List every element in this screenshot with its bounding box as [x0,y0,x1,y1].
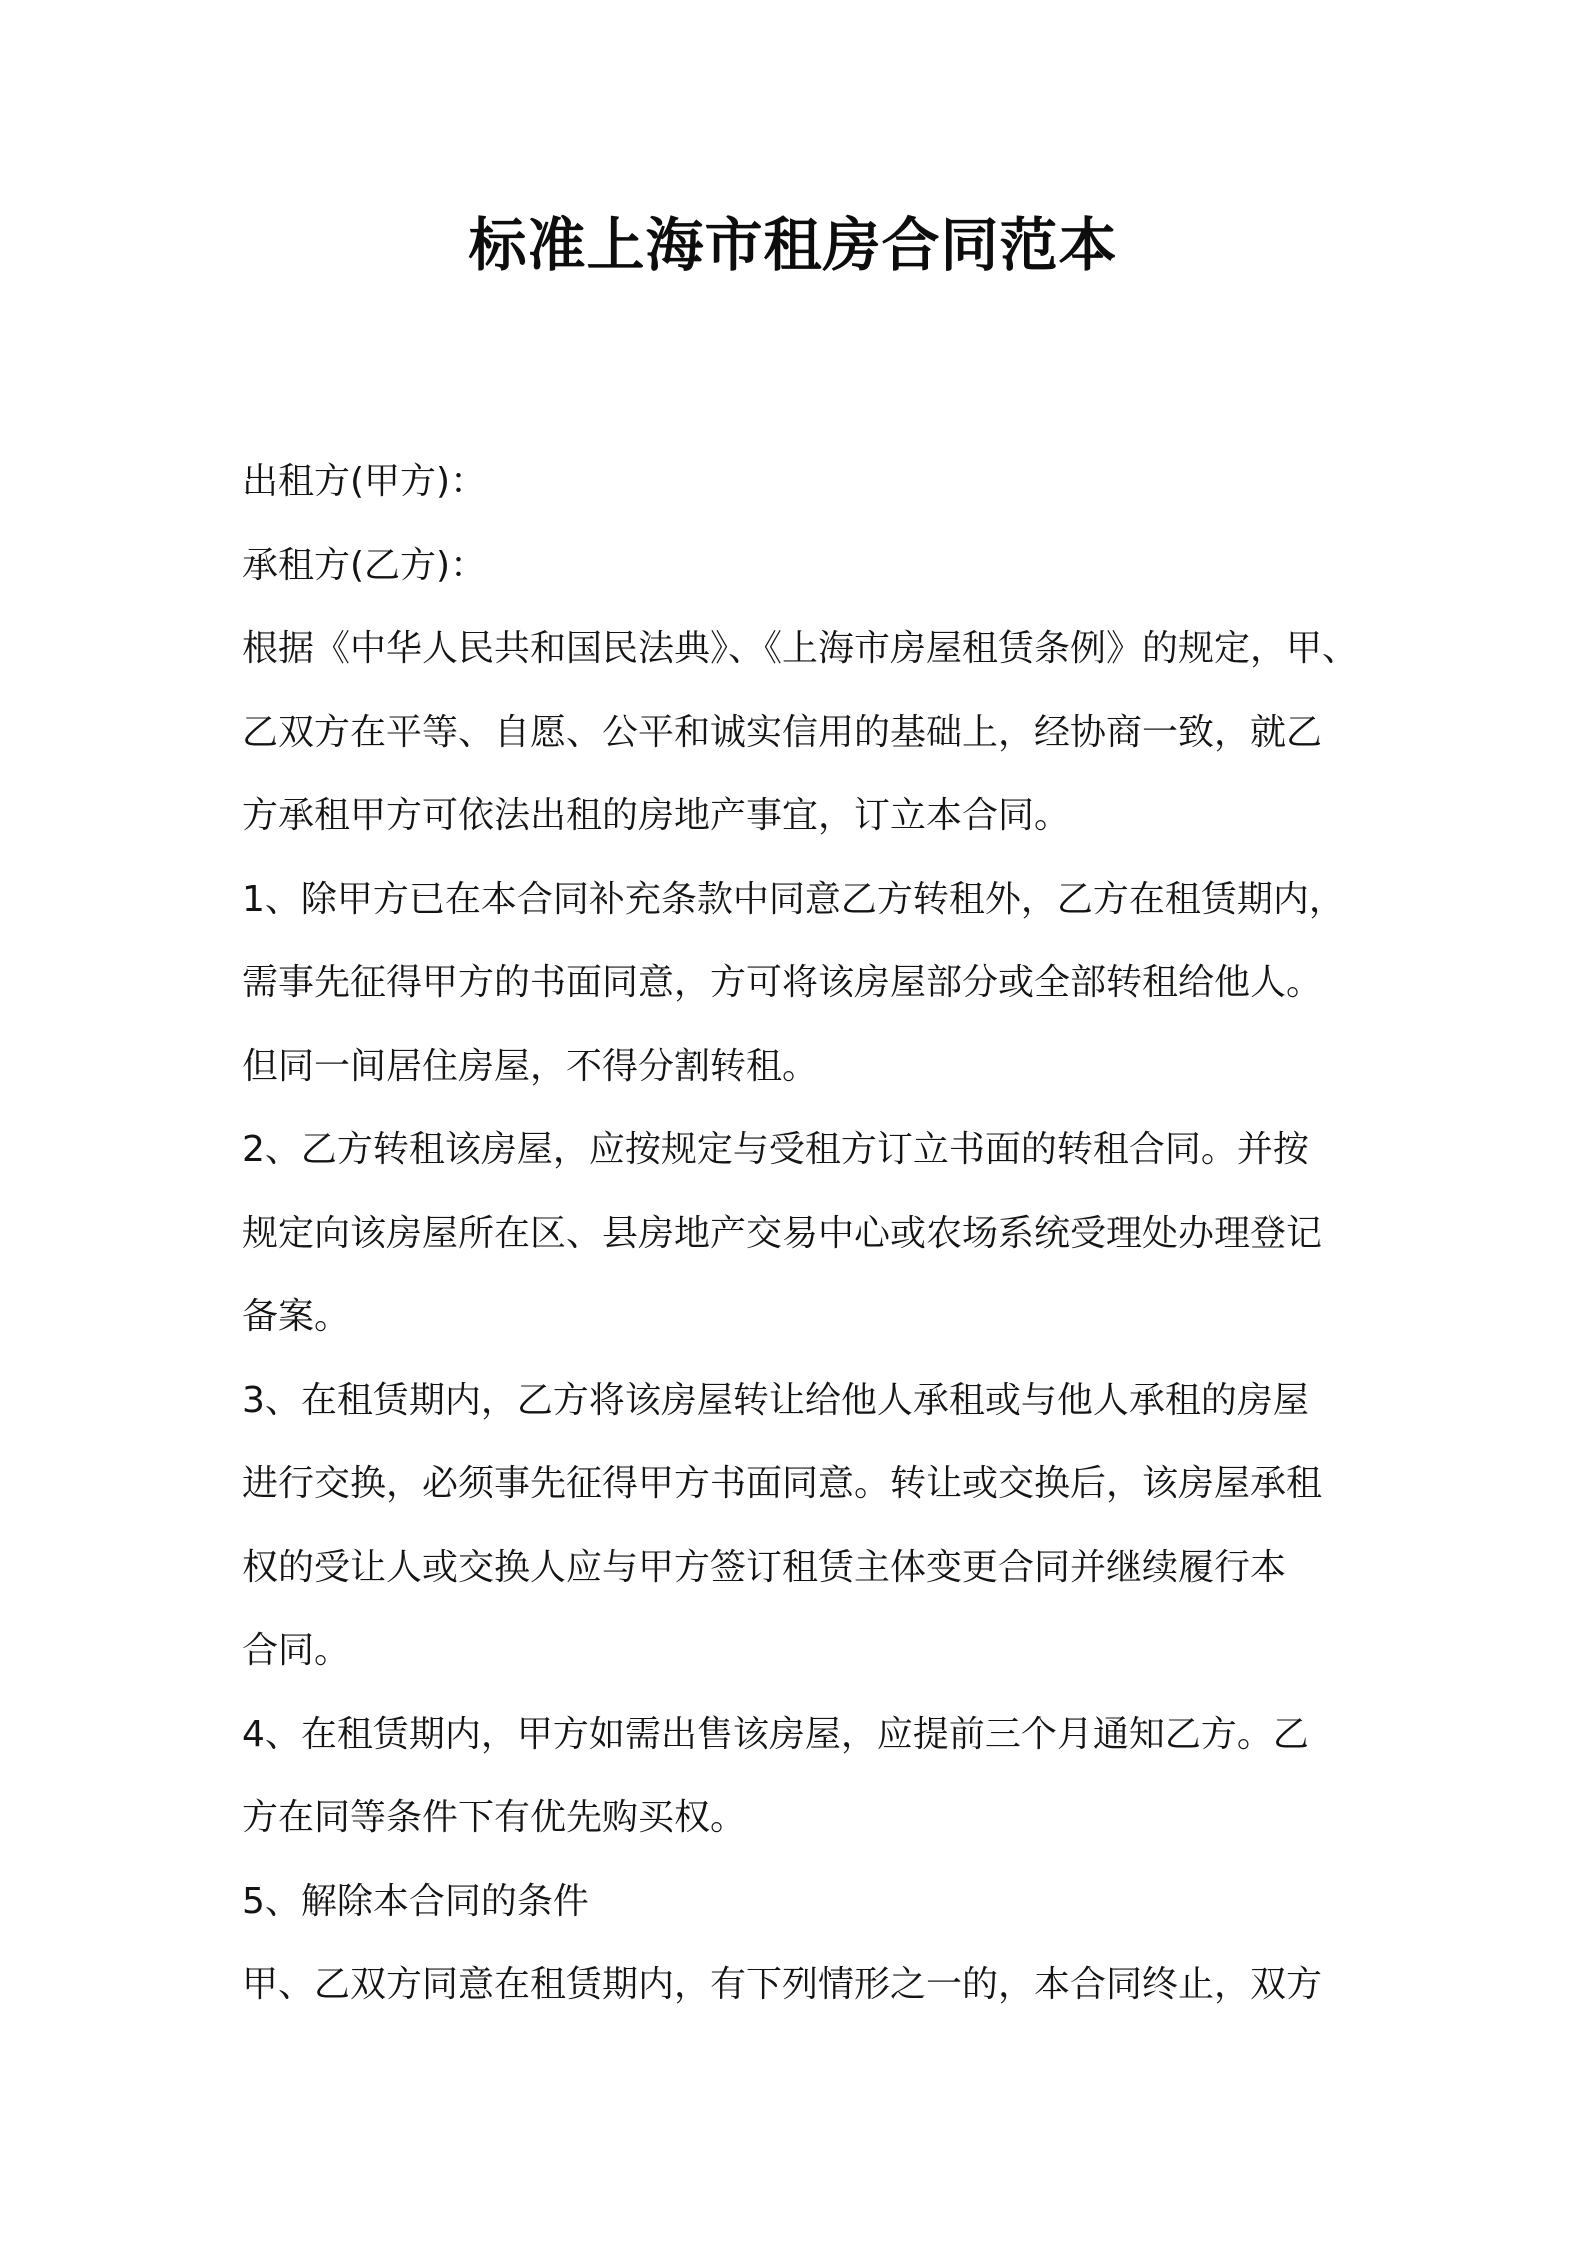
document-title: 标准上海市租房合同范本 [468,211,1118,279]
clause-2-line: 规定向该房屋所在区、县房地产交易中心或农场系统受理处办理登记 [242,1212,1323,1254]
clause-1-line: 1、除甲方已在本合同补充条款中同意乙方转租外，乙方在租赁期内， [242,878,1345,920]
text-line: 方承租甲方可依法出租的房地产事宜，订立本合同。 [242,795,1071,836]
text-line-lessor: 出租方(甲方)： [242,461,487,502]
clause-2-line: 备案。 [242,1296,351,1337]
clause-5-line: 甲、乙双方同意在租赁期内，有下列情形之一的，本合同终止，双方 [242,1964,1323,2005]
text-line-lessee: 承租方(乙方)： [242,544,487,586]
clause-3-line: 合同。 [242,1630,351,1671]
clause-1-line: 但同一间居住房屋，不得分割转租。 [242,1045,819,1087]
clause-2-line: 2、乙方转租该房屋，应按规定与受租方订立书面的转租合同。并按 [242,1129,1309,1170]
clause-1-line: 需事先征得甲方的书面同意，方可将该房屋部分或全部转租给他人。 [242,962,1323,1003]
clause-4-line: 方在同等条件下有优先购买权。 [242,1797,747,1838]
text-line: 乙双方在平等、自愿、公平和诚实信用的基础上，经协商一致，就乙 [242,711,1323,753]
clause-3-line: 权的受让人或交换人应与甲方签订租赁主体变更合同并继续履行本 [242,1546,1287,1588]
text-line: 根据《中华人民共和国民法典》、《上海市房屋租赁条例》的规定，甲、 [242,628,1359,669]
clause-3-line: 进行交换，必须事先征得甲方书面同意。转让或交换后，该房屋承租 [242,1463,1323,1504]
clause-3-line: 3、在租赁期内，乙方将该房屋转让给他人承租或与他人承租的房屋 [242,1379,1309,1421]
document-body [242,440,1362,2027]
clause-4-line: 4、在租赁期内，甲方如需出售该房屋，应提前三个月通知乙方。乙 [242,1713,1309,1755]
clause-5-heading: 5、解除本合同的条件 [242,1880,589,1922]
